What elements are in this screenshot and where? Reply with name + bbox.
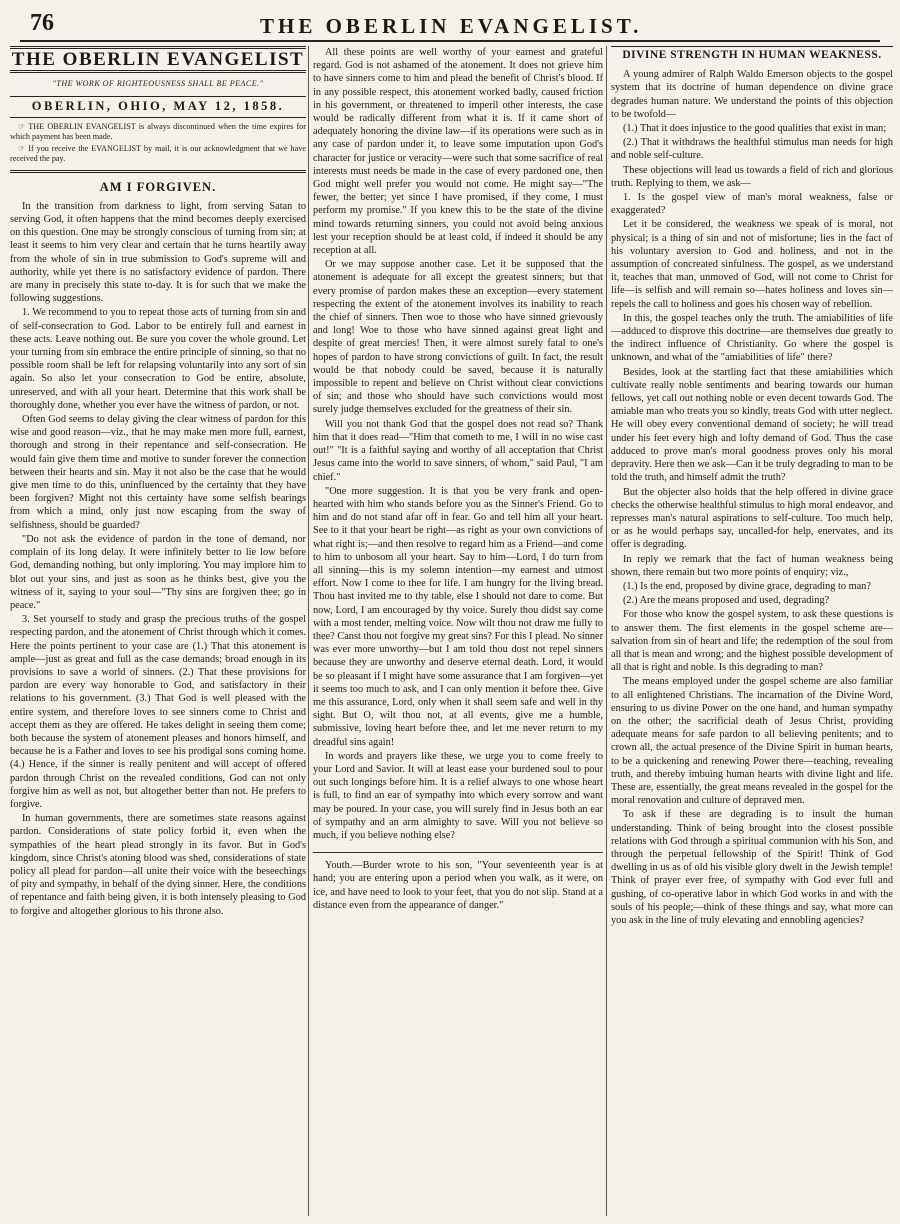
paragraph: (2.) That it withdraws the healthful stimulus man needs for high and noble self-culture.: [611, 137, 893, 162]
paragraph: Besides, look at the startling fact that these amiabilities which cultivate really noble sentiments and bearing towards our human fellows, yet call out nothing noble or even decent towards God. The amiable man who treats you so kindly, treats God with utter neglect. He will obey every conventional demand of society; he will tread under his feet every high and lofty demand of God. Thus the case adduced to prove man's moral goodness proves only his moral depravity. Here then we ask—Can it be truly degrading to man to be told the truth, and himself admit the truth?: [611, 366, 893, 484]
paragraph: These objections will lead us towards a field of rich and glorious truth. Replying to them, we ask—: [611, 164, 893, 189]
section-rule: [10, 170, 306, 173]
article-title: AM I FORGIVEN.: [99, 179, 217, 194]
paragraph: But the objecter also holds that the help offered in divine grace checks the otherwise healthful stimulus to high moral endeavor, and represses man's natural aspirations to self-culture. Too much help, or as he would perhaps say, uncalled-for help, enervates, and its offer is degrading.: [611, 486, 893, 551]
notice: ☞ THE OBERLIN EVANGELIST is always discontinued when the time expires for which payment has been made.: [10, 121, 306, 141]
paragraph: "One more suggestion. It is that you be very frank and open-hearted with him who stands before you as the Sinner's Friend. Go to him and do not stand afar off in fear. Go and tell him all your heart. See to it that your heart be right—as right as your own convictions of what right is;—and then resolve to regard him as a Friend—and come to him to unbosom all your heart. Say to him—Lord, I do turn from all sinning—this is my solemn intention—my earnest and utmost effort. Now I come to thee for life. I am hungry for the living bread. Thou hast invited me to thy table, else I should not dare to come. But now, Lord, I am encouraged by thy voice. Surely thou didst say come with a most tender, melting voice. Now wilt thou not draw me fully to thee? Canst thou not forgive my great sins? For this I plead. No sinner was ever more unworthy—but I am told thou dost not repel sinners because they are unworthy and deserve eternal death. Lord, it would be so pleasant if I might have some assurance that I am forgiven—yet it seems too much to ask, and I can only mention it before thee. Give me this assurance, Lord, only when it shall seem safe and well in thy sight. But O, wilt thou not, at all events, give me a humble, submissive, loving heart before thee, and let me never return to my dreadful sins again!: [313, 485, 603, 748]
paragraph: In the transition from darkness to light, from serving Satan to serving God, it often happens that the mind becomes deeply exercised on this question. One may be strongly conscious of turning from sin; at least it seems to him very clear and certain that he turns heartily away from the whole of sin in true submission to God's supreme will and authority, while yet there is no satisfactory evidence of pardon. There are many in precisely this state to-day. It is for such that we make the following suggestions.: [10, 200, 306, 305]
section-rule: [313, 852, 603, 853]
paragraph: Let it be considered, the weakness we speak of is moral, not physical; is a thing of sin and not of misfortune; lies in the fact of his voluntary aversion to God and holiness, and not in the assumption of concreated sinfulness. The gospel, as we understand it, teaches that man, unmoved of God, will not come to Christ for life—is selfish and will remain so—hates holiness and loves sin—repels the call to holiness and goes his chosen way of rebellion.: [611, 219, 893, 310]
paragraph: (2.) Are the means proposed and used, degrading?: [623, 595, 830, 607]
paragraph: For those who know the gospel system, to ask these questions is to answer them. The first elements in the gospel scheme are—salvation from sin of heart and life; the redemption of the soul from all that is mean and wrong; and the highest possible development of all that is right and noble. Is this degrading to man?: [611, 609, 893, 674]
youth-item: Youth.—Burder wrote to his son, "Your seventeenth year is at hand; you are entering upon a period when you walk, as it were, on ice, and have need to look to your feet, that you do not slip. Stand at a distance even from the appearance of danger.": [313, 860, 603, 911]
masthead-title: THE OBERLIN EVANGELIST: [10, 46, 306, 73]
paragraph: To ask if these are degrading is to insult the human understanding. Think of being brought into the closest possible relations with God through a spiritual communion with his Son, and through the perpetual fellowship of the Spirit! Think of God dwelling in us as of old his visible glory dwelt in the Jewish temple! Think of prayer ever free, of sympathy with God ever full and gushing, of co-operative labor in which God works in and with the souls of his people;—think of these things and say, what more can you ask in the line of truly elevating and ennobling agencies?: [611, 809, 893, 926]
paragraph: Often God seems to delay giving the clear witness of pardon for this wise and good reason—viz., that he may make men more full, earnest, thorough and strong in their repentance and self-consecration. He would fain give them time and motive to sunder forever the connection between their hearts and sin. May it not also be the case that he would give men time to do this, uninfluenced by the certainty that they have been forgiven? Might not this certainty have some selfish bearings from which a mind, only just now escaping from the sway of selfishness, should be guarded?: [10, 414, 306, 531]
column-3: [611, 46, 893, 1216]
paragraph: A young admirer of Ralph Waldo Emerson objects to the gospel system that its doctrine of human dependence on divine grace degrades human nature. We understand the points of this objection to be twofold—: [611, 69, 893, 120]
dateline: OBERLIN, OHIO, MAY 12, 1858.: [10, 96, 306, 117]
column-divider: [308, 46, 309, 1216]
article-title: DIVINE STRENGTH IN HUMAN WEAKNESS.: [611, 46, 893, 62]
paragraph: In words and prayers like these, we urge you to come freely to your Lord and Savior. It will at least ease your burdened soul to pour out such longings before him. It is a relief always to one whose heart is full, to find an ear of sympathy into which every sorrow and want may be poured. In your case, you will surely find in Jesus both an ear of sympathy and an arm almighty to save. Will you not believe so much, if you believe nothing else?: [313, 750, 603, 841]
paragraph: The means employed under the gospel scheme are also familiar to all enlightened Christians. The incarnation of the Divine Word, ensuring to us divine Power on the one hand, and human sympathy on the other; the sacrificial death of Jesus Christ, providing adequate means for safe pardon to all believing penitents; and to crown all, the actual presence of the Divine Spirit in human hearts, to be a quickening and renewing Power there—teaching, revealing truth, and thereby imbuing human hearts with divine light and life. These are, essentially, the great means revealed in the gospel for the moral renovation and culture of depraved men.: [611, 676, 893, 807]
column-divider: [606, 46, 607, 1216]
page-number: 76: [30, 10, 54, 36]
paragraph: "Do not ask the evidence of pardon in the tone of demand, nor complain of its long delay. It were infinitely better to lie low before God, demanding nothing, but only imploring. You may implore him to blot out your sins, and just as soon as he thinks best, give you the witness of it, saying to your soul—"Thy sins are forgiven thee; go in peace.": [10, 533, 306, 611]
column-1: [10, 46, 306, 1216]
paragraph: (1.) Is the end, proposed by divine grace, degrading to man?: [623, 580, 871, 592]
paragraph: 3. Set yourself to study and grasp the precious truths of the gospel respecting pardon, and the atonement of Christ through which it comes. Here the points pertinent to your case are (1.) That this atonement is ample—just as great and full as the case demands; broad enough in its provisions to save a world of sinners. (2.) That these provisions for pardon are every way honorable to God, and satisfactory in their relations to his government. (3.) That God is well pleased with the entire system, and therefore loves to see sinners come to Christ and accept them as they are offered. He takes delight in seeing them come; both because the system of atonement pleases and honors himself, and because he is a Father and loves to see his prodigal sons coming home. (4.) Hence, if the sinner is really penitent and will accept of offered pardon through Christ on the revealed conditions, God can not only forgive him as well as not, but altogether better than not. He prefers to forgive.: [10, 614, 306, 810]
paragraph: In reply we remark that the fact of human weakness being shown, there remain but two more points of enquiry; viz.,: [611, 553, 893, 578]
paragraph: In human governments, there are sometimes state reasons against pardon. Considerations of state policy forbid it, even when the sympathies of the heart plead strongly in its favor. But in God's kingdom, since Christ's atoning blood was shed, considerations of state policy all plead for pardon—all unite their voice with the beseechings of pity and sympathy, in behalf of the dying sinner. Here, the conditions of repentance and faith being given, it is both intensely pleasing to God to forgive and altogether glorious to his throne also.: [10, 813, 306, 917]
running-title: THE OBERLIN EVANGELIST.: [260, 14, 643, 38]
notice: ☞ If you receive the EVANGELIST by mail, it is our acknowledgment that we have received the pay.: [10, 143, 306, 163]
paragraph: Will you not thank God that the gospel does not read so? Thank him that it does read—"Him that cometh to me, I will in no wise cast out!" "It is a faithful saying and worthy of all acceptation that Christ Jesus came into the world to save sinners, of whom," said Paul, "I am chief.": [313, 418, 603, 483]
page-header: [20, 8, 880, 42]
masthead-motto: "THE WORK OF RIGHTEOUSNESS SHALL BE PEACE.": [52, 79, 264, 89]
paragraph: 1. Is the gospel view of man's moral weakness, false or exaggerated?: [611, 192, 893, 217]
paragraph: In this, the gospel teaches only the truth. The amiabilities of life—adduced to disprove this doctrine—are themselves due greatly to the indirect influence of Christianity. Go where the gospel is unknown, and what of the "amiabilities of life" there?: [611, 312, 893, 364]
column-2: [313, 46, 603, 1216]
paragraph: All these points are well worthy of your earnest and grateful regard. God is not ashamed of the atonement. It does not grieve him to have sinners come to him and plead the benefit of Christ's blood. If in any possible respect, this atonement worked badly, caused friction in his government, or threatened to imperil other interests, the case would be radically different from what it is. If it came short of adequately honoring the divine law—if its operations were such as in any case of pardon under it, to leave some imputation upon God's character for justice or veracity—were such that some sacrifice of real interests must needs be made in the case of every pardoned one, then God might well prefer you would not come. He might say—"The fewer, the better; yet since I have promised, if they come, I must perform my promise." If you knew this to be the state of the divine mind towards returning sinners, you could not avoid being anxious lest your reception should be at least cold, if indeed it should be any reception at all.: [313, 47, 603, 257]
paragraph: Or we may suppose another case. Let it be supposed that the atonement is adequate for all except the greatest sinners; but that every promise of pardon makes these an exception—every statement respecting the extent of the atonement involves its inability to reach the chief of sinners. Then woe to those who have sinned grievously and long! Woe to those who have sinned against great light and despite of great mercies! Then, it were almost surely fatal to one's hopes of pardon to have strong convictions of guilt. In fact, the result would be that nobody could be saved, because it is naturally impossible to repent and believe on Christ without clear convictions of sin; and those who should have such convictions would most surely judge themselves excluded for the greatness of their sin.: [313, 259, 603, 416]
paragraph: 1. We recommend to you to repeat those acts of turning from sin and of self-consecration to God. Labor to be entirely full and earnest in these acts. Leave nothing out. Be sure you cover the whole ground. Let your turning from sin embrace the entire principle of sinning, so that no possible room shall be left for relapsing voluntarily into any sort of sin again. So also let your consecration to God be entire, absolute, unreserved, and with all your heart. Determine that this work shall be thoroughly done, whether you ever have the witness of pardon, or not.: [10, 307, 306, 411]
paragraph: (1.) That it does injustice to the good qualities that exist in man;: [623, 123, 887, 135]
